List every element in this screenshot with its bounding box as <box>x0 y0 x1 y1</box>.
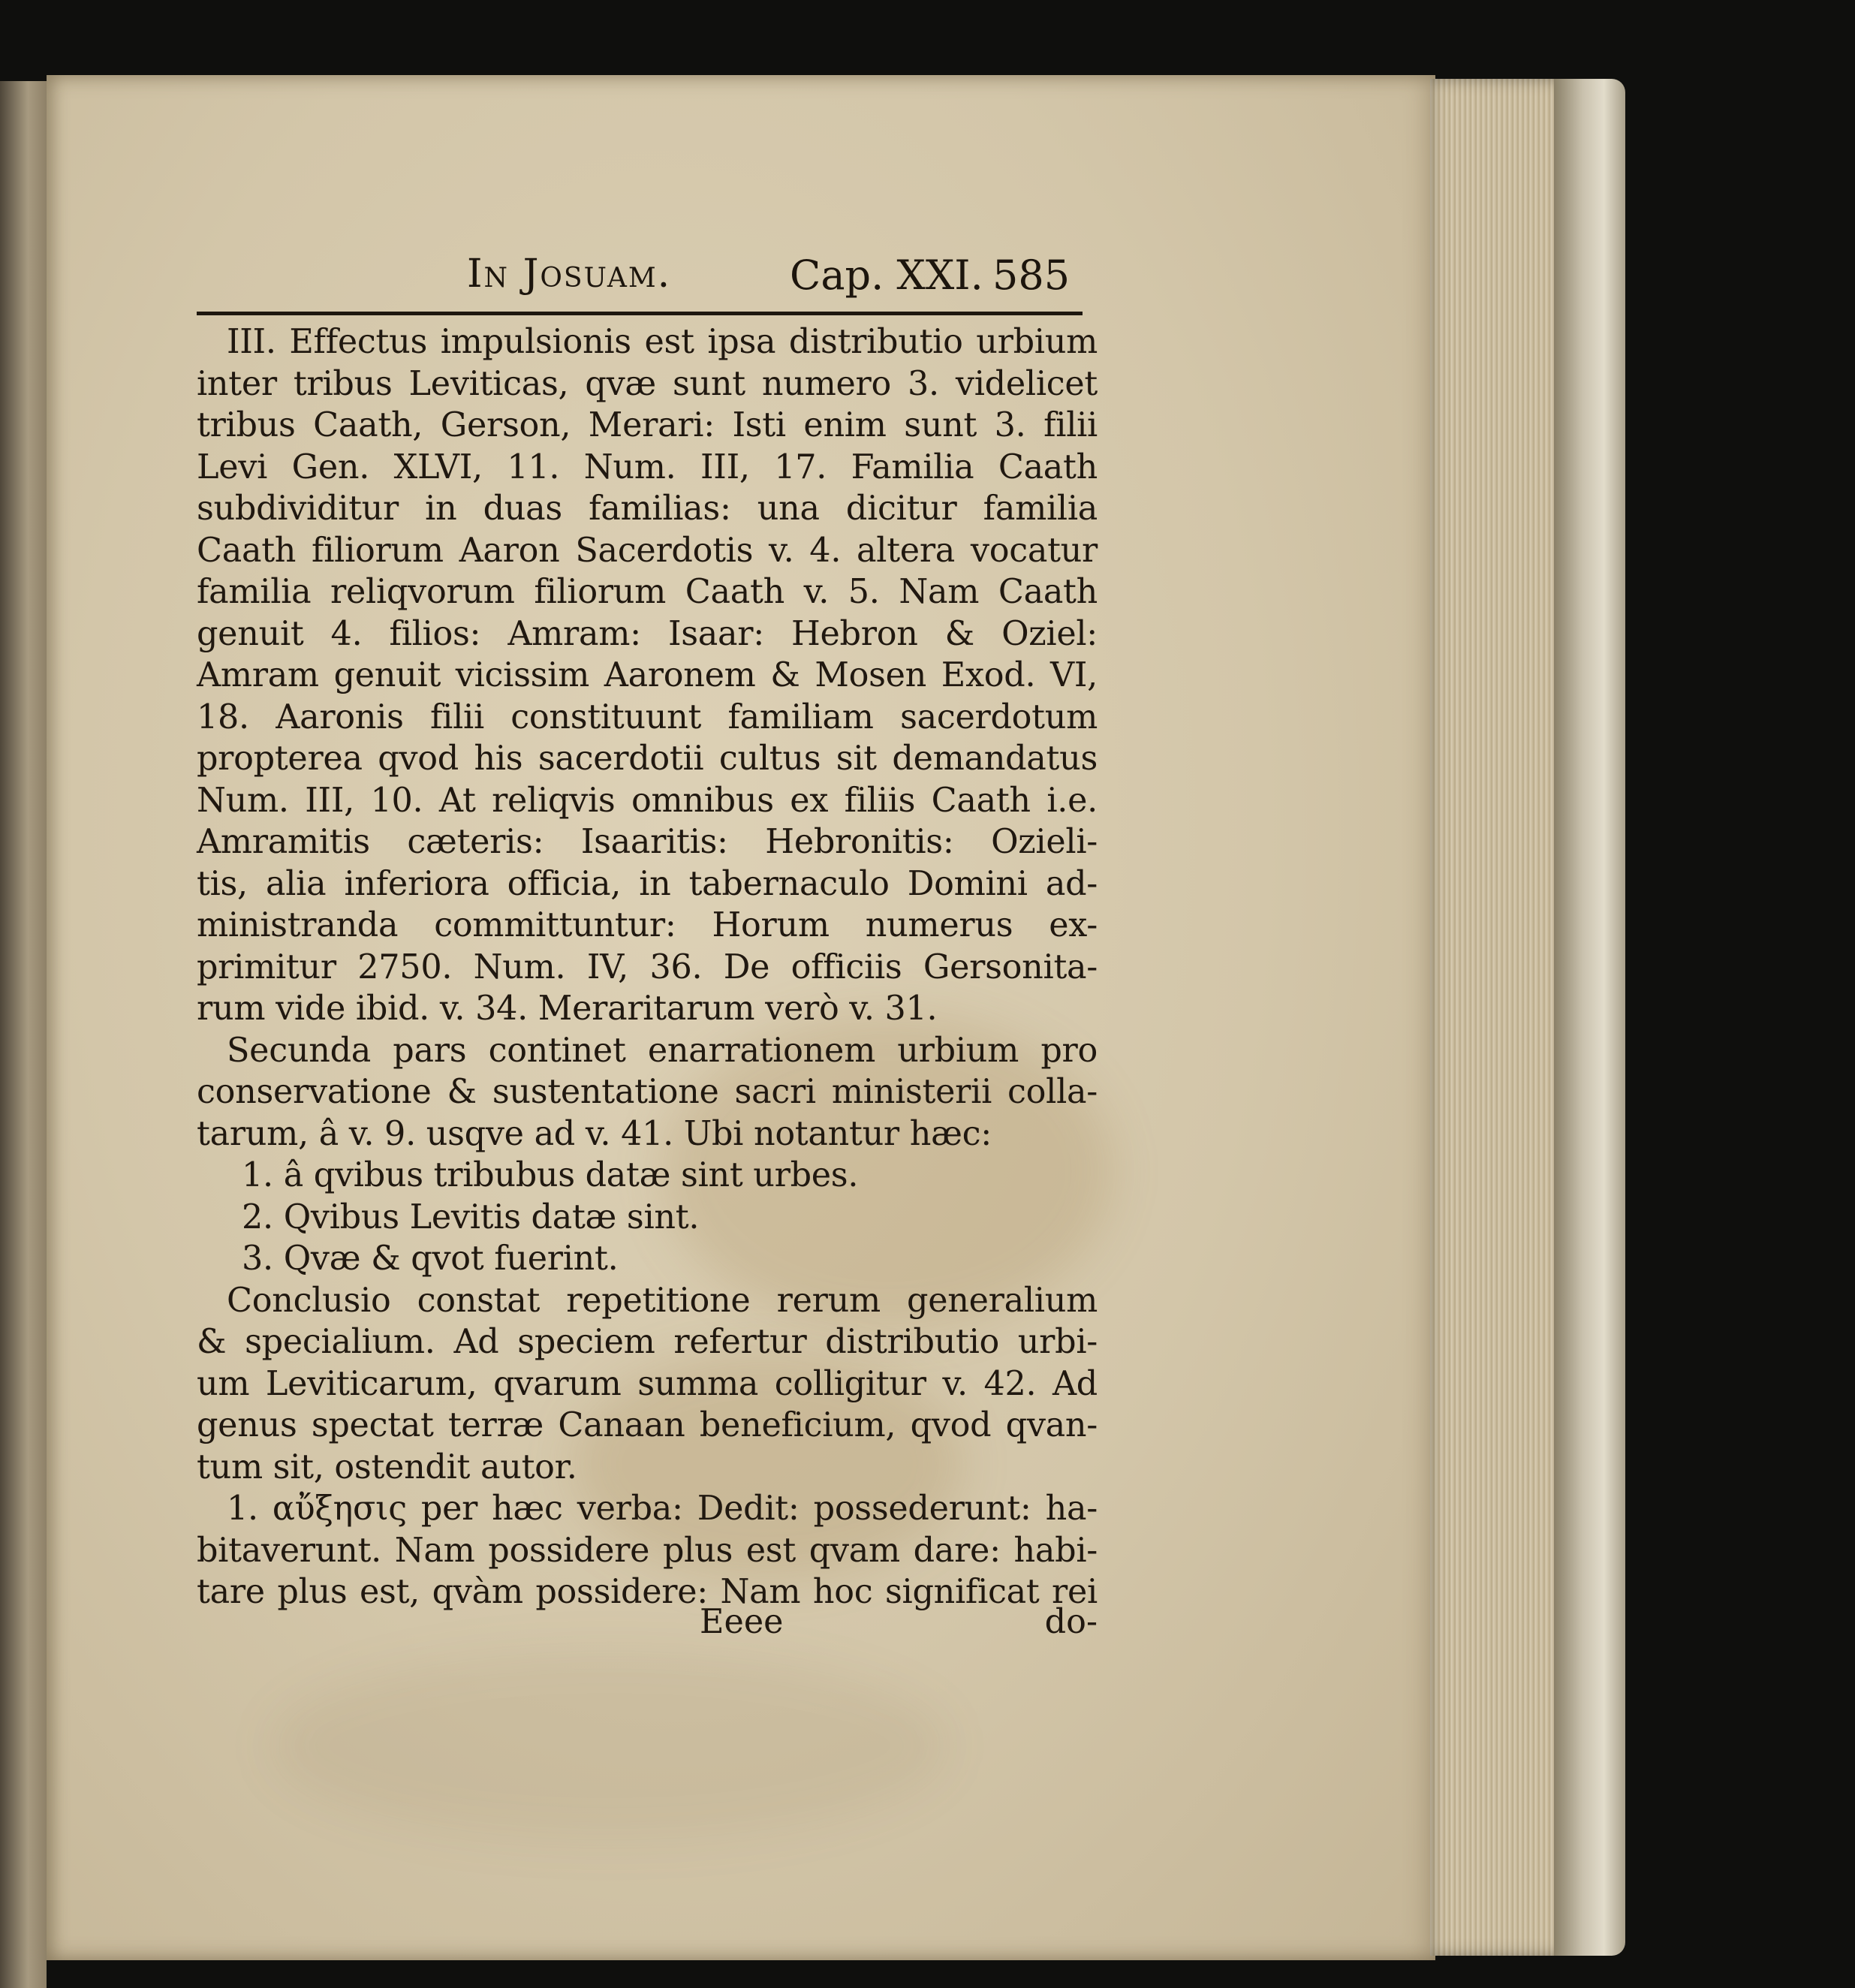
chapter-label: Cap. XXI. <box>790 252 983 299</box>
text-line: Amram genuit vicissim Aaronem & Mosen Exod. VI, <box>197 656 1098 694</box>
text-line: subdividitur in duas familias: una dicitur familia <box>197 489 1098 528</box>
text-line: inter tribus Leviticas, qvæ sunt numero 3. videlicet <box>197 364 1098 403</box>
text-line: propterea qvod his sacerdotii cultus sit demandatus <box>197 739 1098 778</box>
page-number: 585 <box>992 252 1071 299</box>
text-line: Amramitis cæteris: Isaaritis: Hebronitis: Ozieli- <box>197 823 1098 861</box>
list-item: 1. â qvibus tribubus datæ sint urbes. <box>242 1156 859 1194</box>
text-line: genus spectat terræ Canaan beneficium, qvod qvan- <box>197 1406 1098 1444</box>
text-line: genuit 4. filios: Amram: Isaar: Hebron & Oziel: <box>197 614 1098 653</box>
text-line: III. Effectus impulsionis est ipsa distributio urbium <box>227 323 1098 361</box>
text-line: & specialium. Ad speciem refertur distributio urbi- <box>197 1323 1098 1361</box>
header-rule <box>197 312 1083 315</box>
text-line: bitaverunt. Nam possidere plus est qvam dare: habi- <box>197 1531 1098 1570</box>
text-line: tarum, â v. 9. usqve ad v. 41. Ubi notantur hæc: <box>197 1114 992 1153</box>
text-line: tis, alia inferiora officia, in tabernaculo Domini ad- <box>197 864 1098 903</box>
text-line: conservatione & sustentatione sacri ministerii colla- <box>197 1073 1098 1111</box>
text-line: Secunda pars continet enarrationem urbium pro <box>227 1031 1098 1070</box>
text-line: 18. Aaronis filii constituunt familiam sacerdotum <box>197 697 1098 736</box>
text-line: tum sit, ostendit autor. <box>197 1447 577 1486</box>
text-line: um Leviticarum, qvarum summa colligitur v. 42. Ad <box>197 1364 1098 1403</box>
text-line: ministranda committuntur: Horum numerus ex- <box>197 906 1098 944</box>
text-line: Num. III, 10. At reliqvis omnibus ex filiis Caath i.e. <box>197 781 1098 820</box>
facing-page-edge <box>0 81 47 1988</box>
book-cover-edge <box>1554 79 1625 1956</box>
text-line: tare plus est, qvàm possidere: Nam hoc significat rei <box>197 1573 1098 1611</box>
page-block-edge <box>1430 79 1565 1956</box>
text-line: Levi Gen. XLVI, 11. Num. III, 17. Familia Caath <box>197 447 1098 486</box>
page-stain <box>272 1652 947 1839</box>
book-page <box>47 75 1435 1960</box>
catchword: do- <box>1044 1603 1098 1641</box>
text-line: tribus Caath, Gerson, Merari: Isti enim sunt 3. filii <box>197 406 1098 444</box>
list-item: 2. Qvibus Levitis datæ sint. <box>242 1197 700 1236</box>
body-text <box>197 321 1098 1613</box>
text-line: 1. αὔξησις per hæc verba: Dedit: possederunt: ha- <box>227 1489 1098 1528</box>
running-title: In Josuam. <box>467 252 672 297</box>
running-head <box>197 236 1086 308</box>
signature-mark: Eeee <box>700 1603 784 1641</box>
text-line: Conclusio constat repetitione rerum generalium <box>227 1281 1098 1320</box>
list-item: 3. Qvæ & qvot fuerint. <box>242 1239 619 1278</box>
page-footer <box>197 1603 1098 1648</box>
text-line: rum vide ibid. v. 34. Meraritarum verò v. 31. <box>197 989 938 1028</box>
text-line: Caath filiorum Aaron Sacerdotis v. 4. altera vocatur <box>197 531 1098 570</box>
text-line: familia reliqvorum filiorum Caath v. 5. Nam Caath <box>197 573 1098 611</box>
text-line: primitur 2750. Num. IV, 36. De officiis Gersonita- <box>197 947 1098 986</box>
